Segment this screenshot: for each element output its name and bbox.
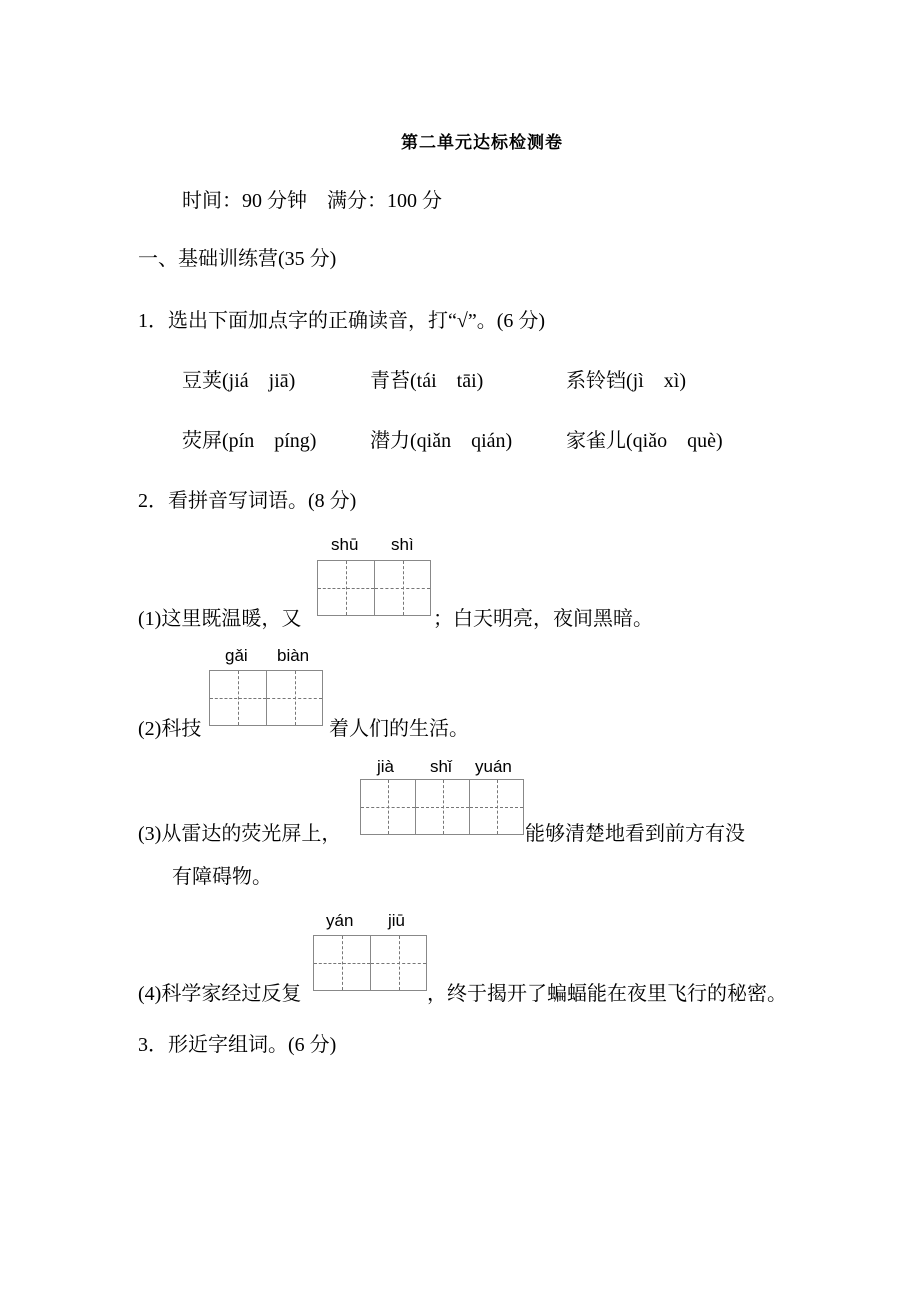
q2-item-text: 有障碍物。 bbox=[172, 866, 272, 888]
answer-grid[interactable] bbox=[360, 779, 524, 835]
pinyin-label: shū bbox=[331, 535, 359, 554]
q1-option: 豆荚(jiá jiā) bbox=[182, 370, 296, 392]
q1-option: 青苔(tái tāi) bbox=[370, 370, 484, 392]
answer-cell[interactable] bbox=[415, 780, 469, 834]
q2-item-text: 着人们的生活。 bbox=[329, 718, 469, 740]
answer-cell[interactable] bbox=[361, 780, 415, 834]
q2-item-text: ；白天明亮，夜间黑暗。 bbox=[433, 608, 653, 630]
answer-cell[interactable] bbox=[314, 936, 370, 990]
q2-item-text: (1)这里既温暖，又 bbox=[138, 608, 302, 630]
question-3-prompt: 3．形近字组词。(6 分) bbox=[138, 1034, 337, 1056]
q2-item-text: (2)科技 bbox=[138, 718, 202, 740]
answer-cell[interactable] bbox=[266, 671, 322, 725]
pinyin-label: yán bbox=[326, 911, 354, 930]
pinyin-label: jiū bbox=[388, 911, 406, 930]
pinyin-label: gǎi bbox=[225, 646, 248, 665]
q1-option: 系铃铛(jì xì) bbox=[566, 370, 686, 392]
answer-cell[interactable] bbox=[469, 780, 523, 834]
answer-grid[interactable] bbox=[313, 935, 427, 991]
q2-item-text: (4)科学家经过反复 bbox=[138, 983, 302, 1005]
pinyin-label: shǐ bbox=[430, 757, 452, 776]
pinyin-label: shì bbox=[391, 535, 414, 554]
q2-item-text: (3)从雷达的荧光屏上， bbox=[138, 823, 342, 845]
pinyin-label: jià bbox=[377, 757, 395, 776]
answer-grid[interactable] bbox=[209, 670, 323, 726]
pinyin-label: yuán bbox=[475, 757, 512, 776]
answer-cell[interactable] bbox=[370, 936, 426, 990]
exam-meta: 时间：90 分钟 满分：100 分 bbox=[182, 190, 442, 212]
q1-option: 荧屏(pín píng) bbox=[182, 430, 317, 452]
answer-grid[interactable] bbox=[317, 560, 431, 616]
q1-option: 家雀儿(qiǎo què) bbox=[566, 430, 723, 452]
pinyin-label: biàn bbox=[277, 646, 310, 665]
q2-item-text: ，终于揭开了蝙蝠能在夜里飞行的秘密。 bbox=[427, 983, 787, 1005]
answer-cell[interactable] bbox=[374, 561, 430, 615]
answer-cell[interactable] bbox=[318, 561, 374, 615]
page-title: 第二单元达标检测卷 bbox=[401, 133, 563, 152]
q2-item-text: 能够清楚地看到前方有没 bbox=[525, 823, 745, 845]
answer-cell[interactable] bbox=[210, 671, 266, 725]
section-heading: 一、基础训练营(35 分) bbox=[138, 248, 337, 270]
question-2-prompt: 2．看拼音写词语。(8 分) bbox=[138, 490, 357, 512]
q1-option: 潜力(qiǎn qián) bbox=[370, 430, 513, 452]
question-1-prompt: 1．选出下面加点字的正确读音，打“√”。(6 分) bbox=[138, 310, 546, 332]
